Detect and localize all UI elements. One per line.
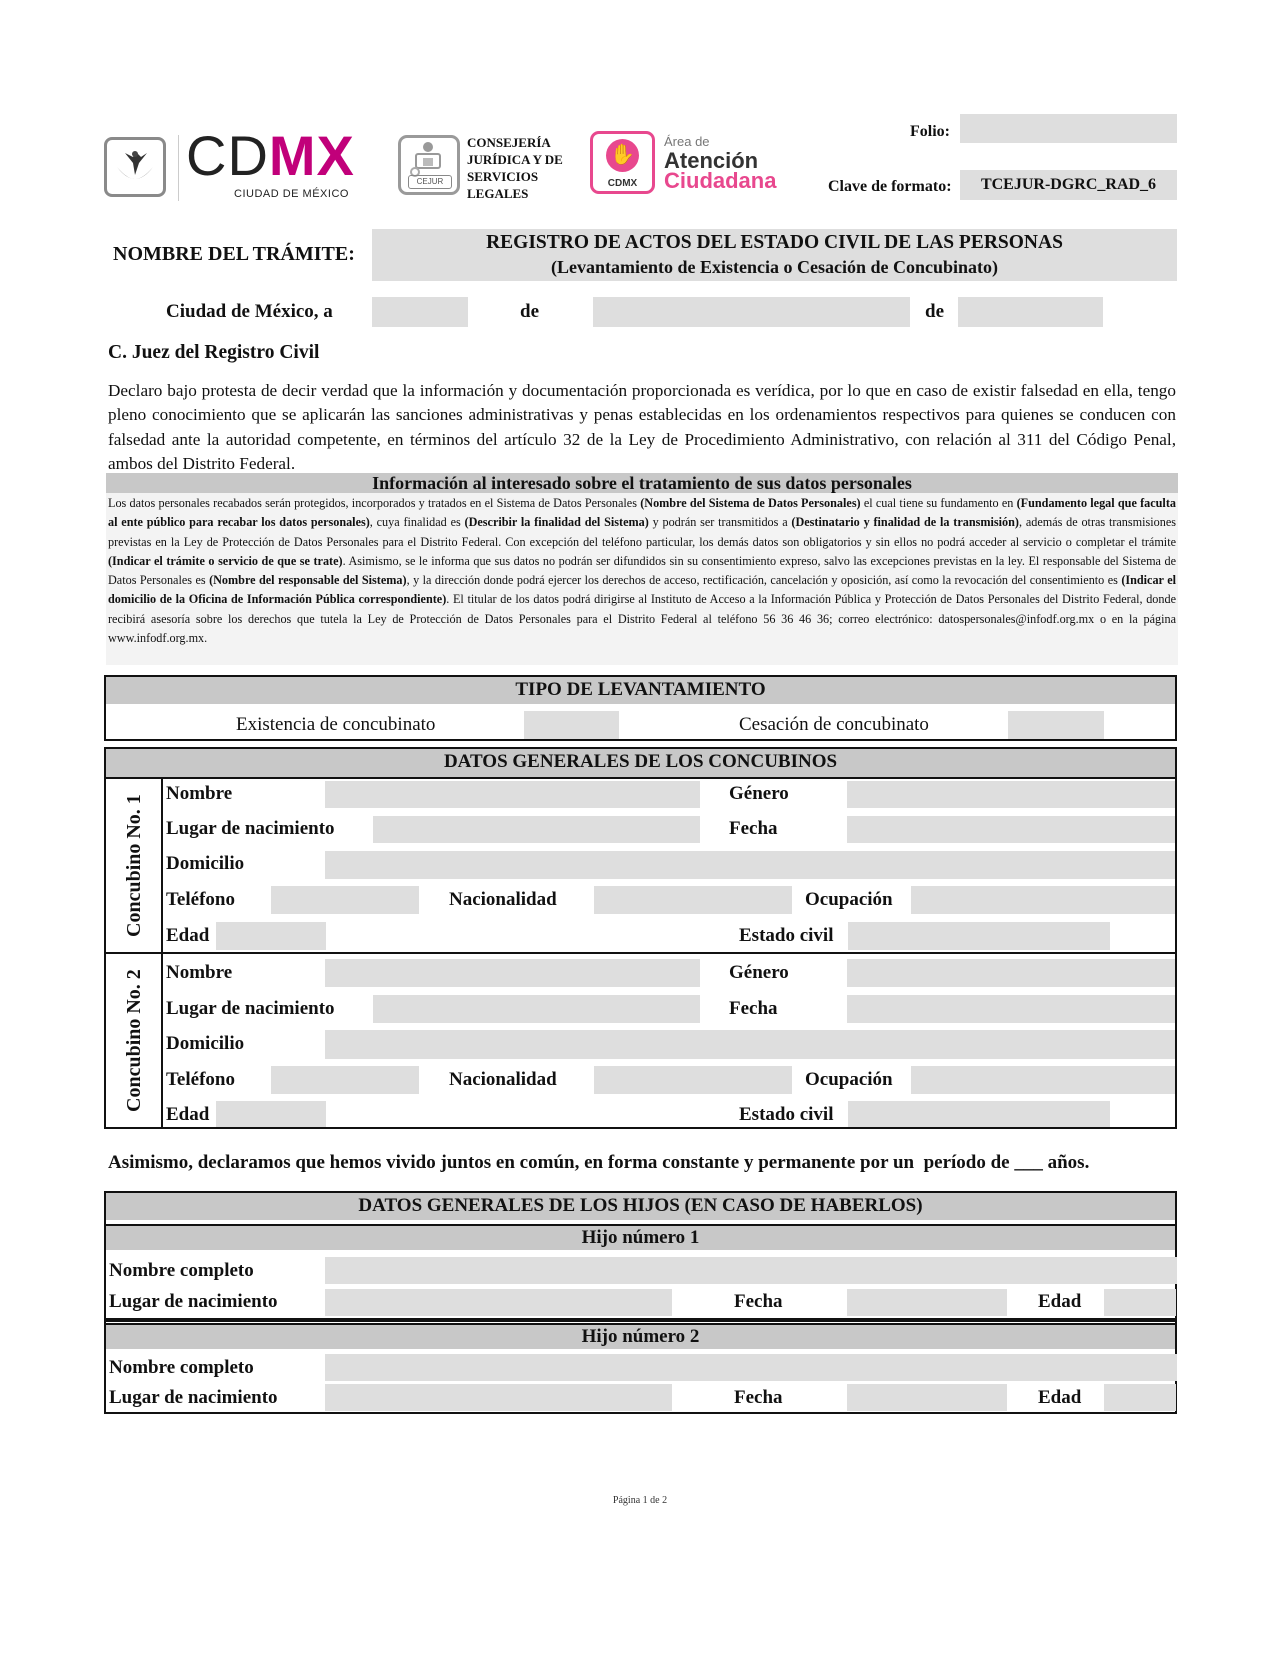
label-nombre-completo: Nombre completo xyxy=(109,1357,254,1378)
concubinos-title: DATOS GENERALES DE LOS CONCUBINOS xyxy=(443,751,838,772)
label-nombre: Nombre xyxy=(166,783,233,804)
cdmx-logo-subtitle: CIUDAD DE MÉXICO xyxy=(234,188,349,200)
tipo-levantamiento-title: TIPO DE LEVANTAMIENTO xyxy=(515,679,766,700)
label-edad: Edad xyxy=(166,1104,210,1125)
concubino-2-lugar-field[interactable] xyxy=(373,995,700,1023)
tramite-title: REGISTRO DE ACTOS DEL ESTADO CIVIL DE LAS PERSONAS xyxy=(486,232,1063,253)
cejur-text-line: CONSEJERÍA xyxy=(467,135,551,150)
cejur-label: CEJUR xyxy=(408,175,452,189)
tramite-label: NOMBRE DEL TRÁMITE: xyxy=(113,243,355,265)
concubino-2-edad-field[interactable] xyxy=(216,1101,326,1127)
tramite-subtitle: (Levantamiento de Existencia o Cesación de Concubinato) xyxy=(551,257,998,277)
cejur-text xyxy=(467,134,563,202)
hand-ok-icon: ✋ xyxy=(606,139,639,172)
opcion-cesacion-label: Cesación de concubinato xyxy=(739,714,929,735)
atencion-ciudadana-logo xyxy=(590,131,655,194)
hijo-2-fecha-field[interactable] xyxy=(847,1384,1007,1411)
hijo-1-table xyxy=(104,1191,1177,1320)
concubino-1-nombre-field[interactable] xyxy=(325,781,700,808)
hijo-2-edad-field[interactable] xyxy=(1104,1384,1176,1411)
hijo-2-heading: Hijo número 2 xyxy=(581,1326,700,1347)
label-lugar: Lugar de nacimiento xyxy=(166,818,335,839)
aviso-text-segment: . Asimismo, se le informa que sus datos no podrán ser difundidos sin su consentimiento expreso, salvo las excepciones previstas en la ley. El responsable del Sistema de Datos Personales es xyxy=(108,553,1177,588)
concubino-1-ocupacion-field[interactable] xyxy=(911,886,1175,914)
aviso-text-segment: , cuya finalidad es xyxy=(369,515,465,530)
hijo-2-lugar-field[interactable] xyxy=(325,1384,672,1411)
cejur-icon xyxy=(401,140,457,180)
fecha-dia-field[interactable] xyxy=(372,297,468,327)
folio-field[interactable] xyxy=(960,114,1177,143)
aviso-placeholder-text: (Indicar el domicilio de la Oficina de Información Pública correspondiente) xyxy=(108,573,1176,607)
clave-formato-value: TCEJUR-DGRC_RAD_6 xyxy=(960,170,1177,200)
hijos-title: DATOS GENERALES DE LOS HIJOS (EN CASO DE HABERLOS) xyxy=(358,1195,923,1216)
concubino-2-ocupacion-field[interactable] xyxy=(911,1066,1175,1094)
aviso-text-segment: y podrán ser transmitidos a xyxy=(648,515,792,530)
aviso-text-segment: el cual tiene su fundamento en xyxy=(860,496,1017,510)
concubino-1-telefono-field[interactable] xyxy=(271,886,419,914)
hijo-1-fecha-field[interactable] xyxy=(847,1289,1007,1316)
clave-formato-label: Clave de formato: xyxy=(828,178,952,195)
aac-cdmx-label: CDMX xyxy=(607,178,638,189)
aviso-text-segment: Los datos personales recabados serán protegidos, incorporados y tratados en el Sistema de Datos Personales xyxy=(108,496,641,510)
label-domicilio: Domicilio xyxy=(166,1033,245,1054)
label-nombre-completo: Nombre completo xyxy=(109,1260,254,1281)
folio-label: Folio: xyxy=(910,123,950,140)
hijo-1-nombre-field[interactable] xyxy=(325,1257,1177,1284)
cdmx-logo-mx: MX xyxy=(268,124,355,187)
concubino-1-domicilio-field[interactable] xyxy=(325,851,1175,879)
concubino-2-domicilio-field[interactable] xyxy=(325,1030,1175,1059)
opcion-cesacion-checkbox[interactable] xyxy=(1008,711,1104,739)
label-estado-civil: Estado civil xyxy=(739,1104,834,1125)
label-fecha: Fecha xyxy=(734,1387,783,1408)
label-lugar: Lugar de nacimiento xyxy=(166,998,335,1019)
fecha-anio-field[interactable] xyxy=(958,297,1103,327)
opcion-existencia-label: Existencia de concubinato xyxy=(236,714,436,735)
aac-line1: Área de xyxy=(664,134,710,149)
concubino-1-fecha-field[interactable] xyxy=(847,816,1175,843)
label-telefono: Teléfono xyxy=(166,889,235,910)
declaracion-text: Declaro bajo protesta de decir verdad que la información y documentación proporcionada es verídica, por lo que en caso de existir falsedad en ella, tengo pleno conocimiento que se aplicarán las sanciones administrativas y penas establecidas en los ordenamientos respectivos para quienes se conducen con falsedad ante la autoridad competente, en términos del artículo 32 de la Ley de Procedimiento Administrativo, con relación al 311 del Código Penal, ambos del Distrito Federal. xyxy=(108,381,1176,473)
periodo-declaracion: Asimismo, declaramos que hemos vivido juntos en común, en forma constante y permanente por un período de ___ años. xyxy=(108,1152,1090,1173)
aviso-placeholder-text: (Indicar el trámite o servicio de que se trate) xyxy=(108,553,343,568)
tipo-levantamiento-table xyxy=(104,675,1177,741)
label-lugar-nacimiento: Lugar de nacimiento xyxy=(109,1291,278,1312)
label-genero: Género xyxy=(729,783,789,804)
cejur-text-line: JURÍDICA Y DE xyxy=(467,152,563,167)
concubinos-table xyxy=(104,747,1177,1129)
fecha-mes-field[interactable] xyxy=(593,297,910,327)
aviso-placeholder-text: (Destinatario y finalidad de la transmisión) xyxy=(791,515,1019,530)
concubino-2-heading: Concubino No. 2 xyxy=(123,969,145,1113)
label-domicilio: Domicilio xyxy=(166,853,245,874)
destinatario: C. Juez del Registro Civil xyxy=(108,342,320,363)
aviso-text-segment: . El titular de los datos podrá dirigirse al Instituto de Acceso a la Información Pública y Protección de Datos Personales del Distrito Federal, donde recibirá asesoría sobre los derechos que tutela la Ley de Protección de Datos Personales para el Distrito Federal al teléfono 56 36 46 36; correo electrónico: datospersonales@infodf.org.mx o en la página www.infodf.org.mx. xyxy=(108,592,1176,646)
concubino-2-estado-civil-field[interactable] xyxy=(848,1101,1110,1127)
aviso-placeholder-text: (Describir la finalidad del Sistema) xyxy=(464,515,649,530)
label-edad: Edad xyxy=(1038,1387,1082,1408)
aviso-text-segment: , además de otras transmisiones previstas en la Ley de Protección de Datos Personales para el Distrito Federal. Con excepción del teléfono particular, los demás datos son obligatorios y sin ellos no podrá acceder al servicio o completar el trámite xyxy=(108,515,1176,549)
cejur-text-line: LEGALES xyxy=(467,186,529,201)
label-genero: Género xyxy=(729,962,789,983)
label-edad: Edad xyxy=(1038,1291,1082,1312)
concubino-2-fecha-field[interactable] xyxy=(847,995,1175,1023)
tramite-title-box xyxy=(372,229,1177,281)
label-ocupacion: Ocupación xyxy=(805,889,893,910)
aac-line3: Ciudadana xyxy=(664,168,777,193)
label-nacionalidad: Nacionalidad xyxy=(449,889,557,910)
concubino-1-edad-field[interactable] xyxy=(216,922,326,950)
opcion-existencia-checkbox[interactable] xyxy=(524,711,619,739)
concubino-1-nacionalidad-field[interactable] xyxy=(594,886,792,914)
concubino-1-heading: Concubino No. 1 xyxy=(123,794,145,938)
escudo-cdmx-icon xyxy=(113,145,157,189)
label-edad: Edad xyxy=(166,925,210,946)
hijo-2-table xyxy=(104,1320,1177,1414)
label-fecha: Fecha xyxy=(729,818,778,839)
aviso-text-segment: , y la dirección donde podrá ejercer los derechos de acceso, rectificación, cancelación y oposición, así como la revocación del consentimiento es xyxy=(406,573,1122,588)
aviso-placeholder-text: (Nombre del Sistema de Datos Personales) xyxy=(640,496,861,510)
label-fecha: Fecha xyxy=(734,1291,783,1312)
label-telefono: Teléfono xyxy=(166,1069,235,1090)
aviso-placeholder-text: (Fundamento legal que faculta al ente público para recabar los datos personales) xyxy=(108,496,1176,530)
concubino-2-nacionalidad-field[interactable] xyxy=(594,1066,792,1094)
hijo-2-nombre-field[interactable] xyxy=(325,1354,1177,1381)
concubino-1-lugar-field[interactable] xyxy=(373,816,700,843)
fecha-de-2: de xyxy=(925,301,944,322)
concubino-2-genero-field[interactable] xyxy=(847,959,1175,987)
concubino-2-nombre-field[interactable] xyxy=(325,959,700,987)
hijo-1-heading: Hijo número 1 xyxy=(581,1227,700,1248)
fecha-de-1: de xyxy=(520,301,539,322)
aviso-placeholder-text: (Nombre del responsable del Sistema) xyxy=(209,573,407,588)
concubino-1-genero-field[interactable] xyxy=(847,781,1175,808)
hijo-1-lugar-field[interactable] xyxy=(325,1289,672,1316)
fecha-prefix: Ciudad de México, a xyxy=(166,301,333,322)
aviso-privacidad-text xyxy=(108,494,1176,648)
aac-line2: Atención xyxy=(664,148,759,173)
cejur-text-line: SERVICIOS xyxy=(467,169,539,184)
cejur-logo xyxy=(398,135,460,195)
aviso-privacidad-title: Información al interesado sobre el tratamiento de sus datos personales xyxy=(106,473,1178,493)
label-ocupacion: Ocupación xyxy=(805,1069,893,1090)
label-lugar-nacimiento: Lugar de nacimiento xyxy=(109,1387,278,1408)
label-estado-civil: Estado civil xyxy=(739,925,834,946)
label-fecha: Fecha xyxy=(729,998,778,1019)
concubino-1-estado-civil-field[interactable] xyxy=(848,922,1110,950)
escudo-logo xyxy=(104,137,166,197)
page-number: Página 1 de 2 xyxy=(612,1495,668,1506)
label-nombre: Nombre xyxy=(166,962,233,983)
label-nacionalidad: Nacionalidad xyxy=(449,1069,557,1090)
cdmx-logo xyxy=(186,124,355,187)
hijo-1-edad-field[interactable] xyxy=(1104,1289,1176,1316)
cdmx-logo-cd: CD xyxy=(186,124,269,187)
concubino-2-telefono-field[interactable] xyxy=(271,1066,419,1094)
logo-divider xyxy=(178,135,179,201)
